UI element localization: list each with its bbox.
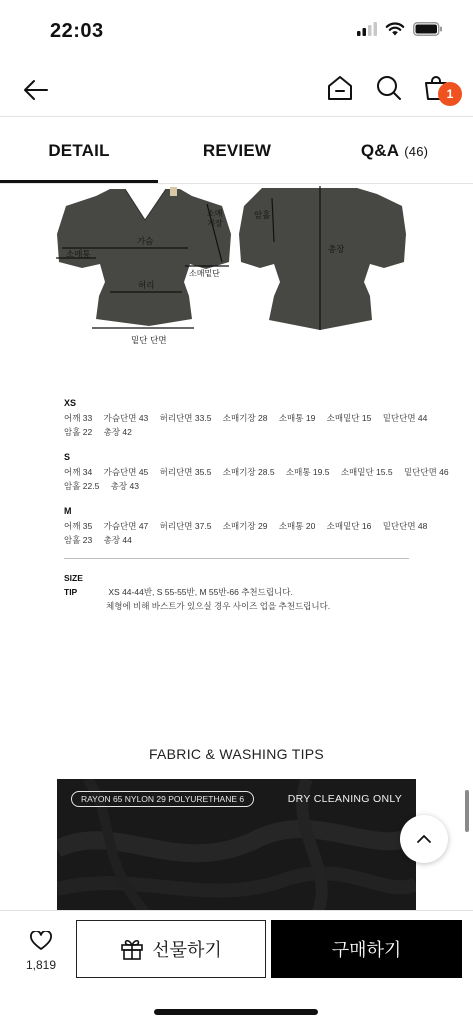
fabric-image [57,779,416,910]
tab-qna[interactable] [316,118,473,184]
active-tab-indicator [0,180,158,183]
measure-hem: 밑단단면 44 [382,413,428,423]
battery-icon [413,22,443,36]
home-button[interactable] [324,72,356,104]
fabric-composition: RAYON 65 NYLON 29 POLYURETHANE 6 [71,791,254,807]
garment-measurement-diagram [52,184,417,354]
size-measure-line [64,519,436,533]
cart-count-badge: 1 [438,82,462,106]
size-measure-line [64,411,436,425]
back-arrow-icon [20,74,52,106]
gift-button[interactable] [76,920,266,978]
label-sleeve-length-line2: 기장 [207,219,223,228]
size-block-m [64,504,436,547]
tab-review[interactable] [158,118,316,184]
heart-icon [30,931,52,951]
status-bar [0,0,473,62]
size-name: M [64,506,72,516]
size-measure-line [64,479,458,493]
measure-hem: 밑단단면 48 [382,521,428,531]
detail-content [0,184,473,910]
label-armhole: 암홀 [254,211,271,221]
size-name: XS [64,398,77,408]
size-tip [64,571,330,613]
tab-label: Q&A [360,141,400,160]
wifi-icon [385,22,405,36]
measure-shoulder: 어깨 33 [64,413,93,423]
measure-shoulder: 어깨 34 [64,467,93,477]
measure-waist: 허리단면 35.5 [159,467,212,477]
measure-chest: 가슴단면 45 [103,467,149,477]
measure-sleeve-hem: 소매밑단 16 [326,521,372,531]
gift-icon [120,938,144,960]
measure-sleeve-length: 소매기장 28 [222,413,268,423]
tab-detail[interactable] [0,118,158,184]
measure-sleeve-hem: 소매밑단 15.5 [340,467,393,477]
chevron-up-icon [414,829,434,849]
bottom-purchase-bar [0,910,473,1024]
section-divider [64,558,409,559]
size-name: S [64,452,71,462]
measure-sleeve-width: 소매통 19 [278,413,316,423]
label-chest: 가슴 [137,237,154,247]
measure-armhole: 암홀 22.5 [64,481,100,491]
buy-button-label: 구매하기 [331,940,402,960]
measure-sleeve-hem: 소매밑단 15 [326,413,372,423]
status-icons [357,22,443,36]
measure-armhole: 암홀 22 [64,427,93,437]
tab-label: DETAIL [48,141,110,160]
tab-count: (46) [404,143,429,159]
size-measure-line [64,425,436,439]
scroll-to-top-button[interactable] [400,815,448,863]
size-tip-text-2: 체형에 비해 바스트가 있으실 경우 사이즈 업을 추천드립니다. [106,601,331,611]
home-icon [324,72,356,104]
label-sleeve-width: 소매통 [66,250,91,260]
label-total-length: 총장 [328,245,345,255]
size-tip-label: SIZE TIP [64,573,83,597]
measure-waist: 허리단면 37.5 [159,521,212,531]
cellular-signal-icon [357,22,377,36]
top-nav [0,62,473,117]
measure-sleeve-width: 소매통 20 [278,521,316,531]
measure-hem: 밑단단면 46 [403,467,449,477]
label-waist: 허리 [138,281,155,291]
size-measure-line [64,533,436,547]
measure-armhole: 암홀 23 [64,535,93,545]
scrollbar[interactable] [465,790,469,832]
measure-shoulder: 어깨 35 [64,521,93,531]
search-icon [373,72,405,104]
size-tip-text-1: XS 44-44반, S 55-55반, M 55반-66 추천드립니다. [108,587,293,597]
fabric-care: DRY CLEANING ONLY [287,793,402,805]
measure-sleeve-width: 소매통 19.5 [285,467,330,477]
size-measure-line [64,465,458,479]
garment-back [239,188,406,330]
size-block-xs [64,396,436,439]
status-time: 22:03 [50,20,104,42]
search-button[interactable] [373,72,405,104]
measure-chest: 가슴단면 47 [103,521,149,531]
measure-waist: 허리단면 33.5 [159,413,212,423]
label-sleeve-length-line1: 소매 [207,209,223,218]
like-button[interactable] [16,931,66,981]
measure-chest: 가슴단면 43 [103,413,149,423]
back-button[interactable] [20,74,52,106]
buy-button[interactable] [271,920,462,978]
tab-label: REVIEW [202,141,272,160]
size-block-s [64,450,458,493]
gift-button-label: 선물하기 [152,940,222,960]
measure-sleeve-length: 소매기장 28.5 [222,467,275,477]
measure-sleeve-length: 소매기장 29 [222,521,268,531]
detail-tabs [0,118,473,184]
fabric-heading: FABRIC & WASHING TIPS [148,746,325,762]
measure-total-length: 총장 42 [103,427,132,437]
home-indicator [154,1009,318,1015]
label-sleeve-hem: 소매밑단 [189,269,220,278]
measure-total-length: 총장 44 [103,535,132,545]
measure-total-length: 총장 43 [110,481,139,491]
like-count: 1,819 [25,958,57,972]
label-hem: 밑단 단면 [131,336,167,346]
